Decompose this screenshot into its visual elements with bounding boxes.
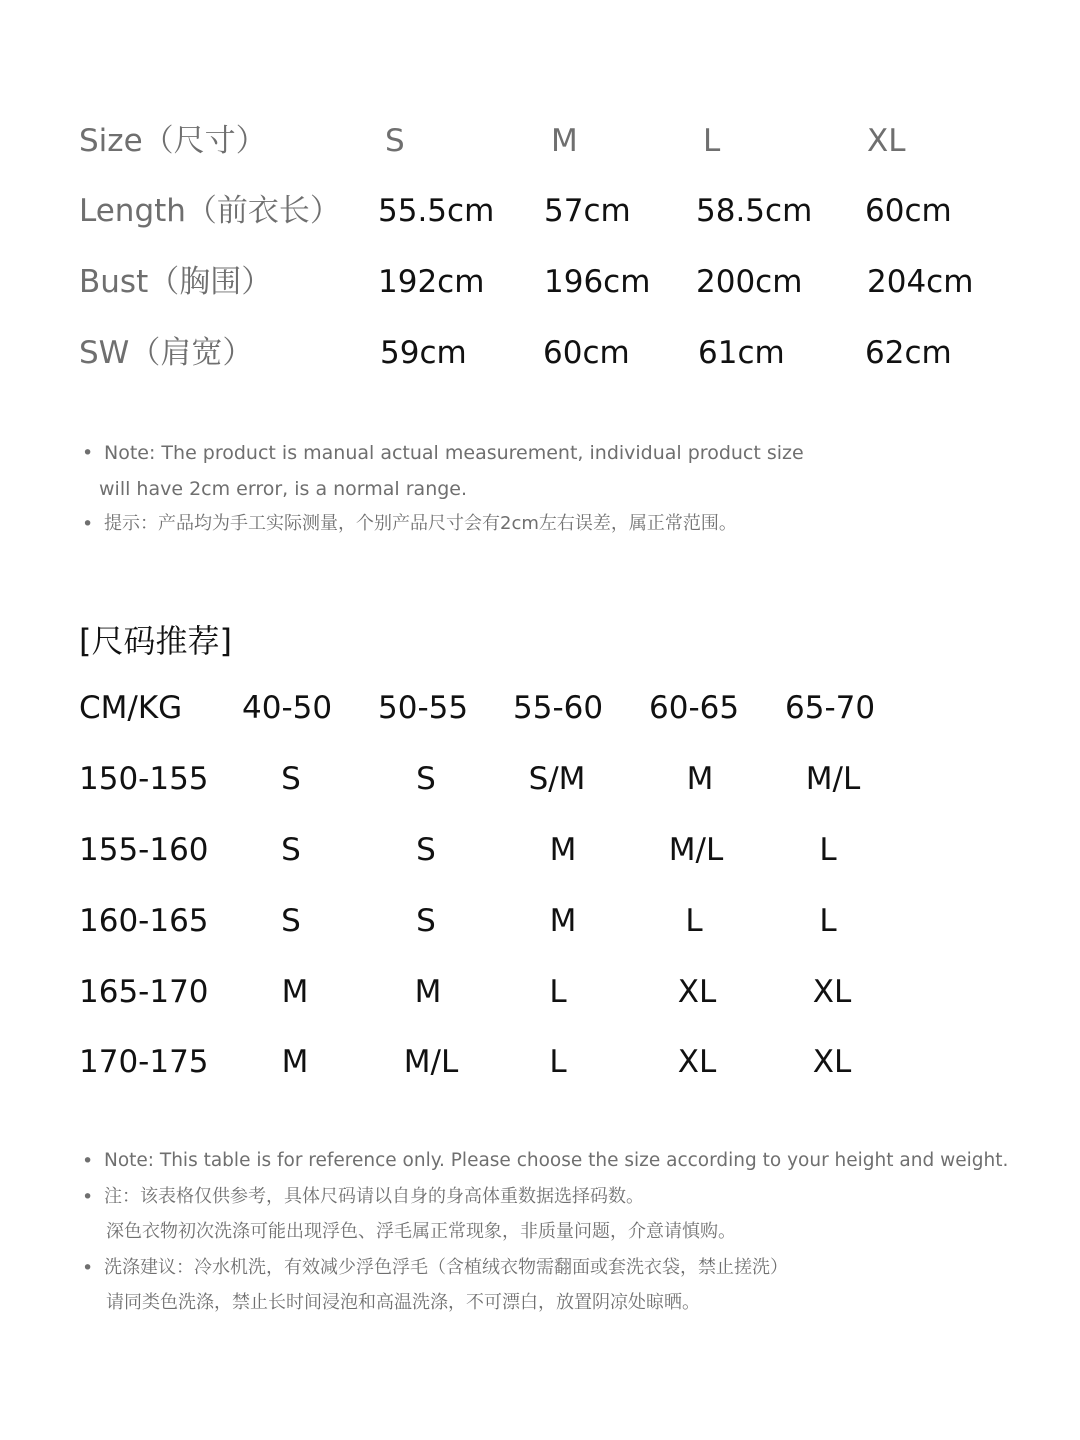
size-recommendation-cell: M xyxy=(281,974,309,1010)
size-recommendation-cell: XL xyxy=(812,1044,852,1080)
size-recommendation-cell: M xyxy=(549,832,577,868)
recommendation-title: [尺码推荐] xyxy=(79,622,232,660)
size-recommendation-cell: M/L xyxy=(403,1044,459,1080)
note-reference-en: Note: This table is for reference only. Please choose the size according to your height and weight. xyxy=(104,1150,1009,1171)
size-header-xl: XL xyxy=(867,123,906,159)
recommendation-corner-label: CM/KG xyxy=(79,690,183,726)
note-washing-line2: 请同类色洗涤，禁止长时间浸泡和高温洗涤，不可漂白，放置阴凉处晾晒。 xyxy=(106,1292,700,1313)
weight-header: 55-60 xyxy=(513,690,604,726)
size-cell: 55.5cm xyxy=(378,193,495,229)
height-label: 160-165 xyxy=(79,903,209,939)
weight-header: 40-50 xyxy=(242,690,333,726)
size-recommendation-cell: XL xyxy=(677,974,717,1010)
weight-header: 50-55 xyxy=(378,690,469,726)
weight-header: 60-65 xyxy=(649,690,740,726)
size-cell: 58.5cm xyxy=(696,193,813,229)
size-recommendation-cell: M xyxy=(686,761,714,797)
size-cell: 62cm xyxy=(865,335,952,371)
size-recommendation-cell: S xyxy=(416,832,436,868)
size-recommendation-cell: S/M xyxy=(528,761,586,797)
size-row-label-bust: Bust（胸围） xyxy=(79,264,273,300)
size-cell: 196cm xyxy=(544,264,651,300)
size-recommendation-cell: M xyxy=(281,1044,309,1080)
size-recommendation-cell: M xyxy=(414,974,442,1010)
height-label: 155-160 xyxy=(79,832,209,868)
note-washing-line1: 洗涤建议：冷水机洗，有效减少浮色浮毛（含植绒衣物需翻面或套洗衣袋，禁止搓洗） xyxy=(104,1257,788,1278)
size-recommendation-cell: S xyxy=(281,903,301,939)
size-cell: 60cm xyxy=(865,193,952,229)
size-recommendation-cell: S xyxy=(281,761,301,797)
height-label: 170-175 xyxy=(79,1044,209,1080)
bullet-icon: • xyxy=(82,442,94,464)
size-recommendation-cell: XL xyxy=(812,974,852,1010)
size-recommendation-cell: S xyxy=(416,903,436,939)
bullet-icon: • xyxy=(82,1186,94,1208)
size-header-l: L xyxy=(703,123,721,159)
size-cell: 192cm xyxy=(378,264,485,300)
size-cell: 61cm xyxy=(698,335,785,371)
size-recommendation-cell: L xyxy=(685,903,703,939)
size-cell: 59cm xyxy=(380,335,467,371)
size-row-label-sw: SW（肩宽） xyxy=(79,335,254,371)
size-row-label-length: Length（前衣长） xyxy=(79,193,341,229)
size-cell: 200cm xyxy=(696,264,803,300)
note-measurement-cn: 提示：产品均为手工实际测量，个别产品尺寸会有2cm左右误差，属正常范围。 xyxy=(104,513,737,534)
height-label: 165-170 xyxy=(79,974,209,1010)
size-recommendation-cell: S xyxy=(281,832,301,868)
note-reference-cn-line2: 深色衣物初次洗涤可能出现浮色、浮毛属正常现象，非质量问题，介意请慎购。 xyxy=(106,1221,736,1242)
bullet-icon: • xyxy=(82,1257,94,1279)
size-cell: 204cm xyxy=(867,264,974,300)
size-recommendation-cell: XL xyxy=(677,1044,717,1080)
note-measurement-en-line1: Note: The product is manual actual measurement, individual product size xyxy=(104,442,804,464)
size-header-label: Size（尺寸） xyxy=(79,123,267,159)
weight-header: 65-70 xyxy=(785,690,876,726)
bullet-icon: • xyxy=(82,513,94,535)
size-recommendation-cell: L xyxy=(819,832,837,868)
size-header-s: S xyxy=(385,123,405,159)
size-recommendation-cell: S xyxy=(416,761,436,797)
height-label: 150-155 xyxy=(79,761,209,797)
size-cell: 60cm xyxy=(543,335,630,371)
note-measurement-en-line2: will have 2cm error, is a normal range. xyxy=(99,478,468,500)
size-recommendation-cell: L xyxy=(819,903,837,939)
size-recommendation-cell: M/L xyxy=(668,832,724,868)
size-recommendation-cell: L xyxy=(549,974,567,1010)
size-recommendation-cell: M xyxy=(549,903,577,939)
size-recommendation-cell: M/L xyxy=(805,761,861,797)
size-recommendation-cell: L xyxy=(549,1044,567,1080)
note-reference-cn-line1: 注：该表格仅供参考，具体尺码请以自身的身高体重数据选择码数。 xyxy=(104,1186,644,1207)
size-cell: 57cm xyxy=(544,193,631,229)
size-header-m: M xyxy=(551,123,578,159)
bullet-icon: • xyxy=(82,1150,94,1172)
